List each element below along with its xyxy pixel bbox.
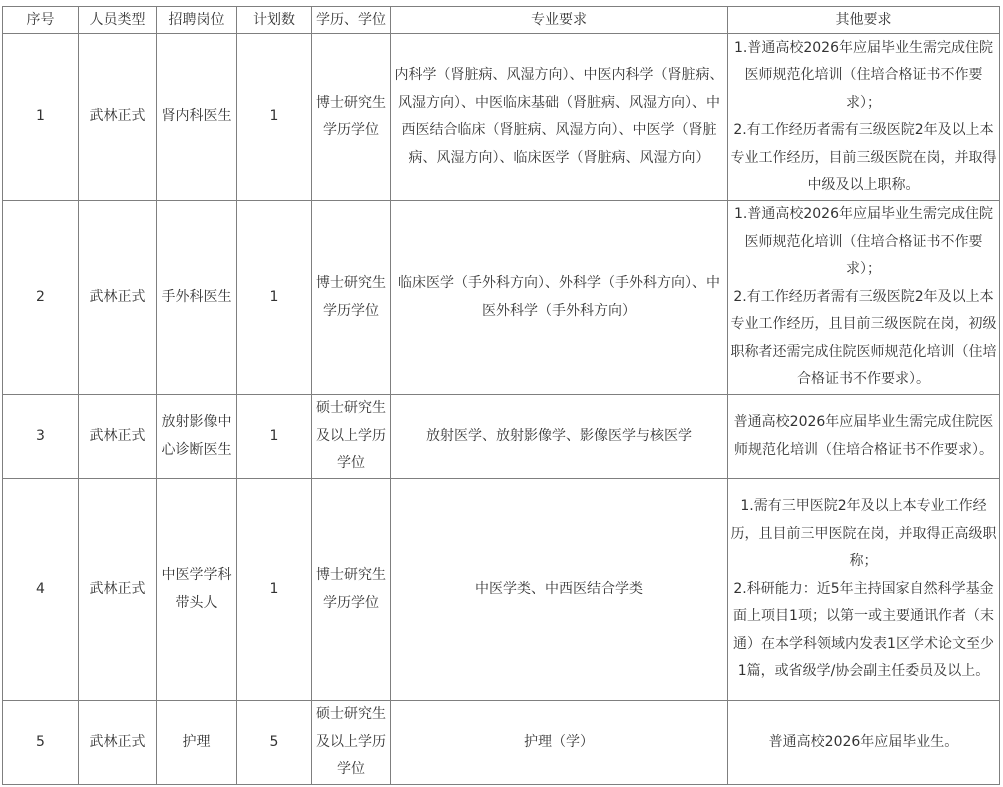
cell-staff-type: 武林正式 bbox=[79, 201, 157, 395]
cell-staff-type: 武林正式 bbox=[79, 701, 157, 785]
cell-major: 放射医学、放射影像学、影像医学与核医学 bbox=[391, 395, 728, 479]
cell-education: 博士研究生学历学位 bbox=[312, 34, 391, 201]
header-row bbox=[3, 7, 1000, 34]
header-other: 其他要求 bbox=[728, 7, 1000, 34]
cell-education: 硕士研究生及以上学历学位 bbox=[312, 395, 391, 479]
table-row bbox=[3, 201, 1000, 395]
header-position: 招聘岗位 bbox=[157, 7, 237, 34]
header-staff-type: 人员类型 bbox=[79, 7, 157, 34]
cell-plan-count: 1 bbox=[237, 479, 312, 701]
cell-staff-type: 武林正式 bbox=[79, 479, 157, 701]
cell-major: 临床医学（手外科方向）、外科学（手外科方向）、中医外科学（手外科方向） bbox=[391, 201, 728, 395]
header-education: 学历、学位 bbox=[312, 7, 391, 34]
cell-position: 放射影像中心诊断医生 bbox=[157, 395, 237, 479]
other-requirement: 1.普通高校2026年应届毕业生需完成住院医师规范化培训（住培合格证书不作要求）； bbox=[734, 39, 993, 111]
cell-plan-count: 5 bbox=[237, 701, 312, 785]
header-index: 序号 bbox=[3, 7, 79, 34]
cell-index: 3 bbox=[3, 395, 79, 479]
other-requirement: 普通高校2026年应届毕业生。 bbox=[768, 733, 959, 750]
other-requirement: 2.科研能力：近5年主持国家自然科学基金面上项目1项；以第一或主要通讯作者（末通）在本学科领域内发表1区学术论文至少1篇，或省级学/协会副主任委员及以上。 bbox=[733, 580, 994, 680]
other-requirement: 普通高校2026年应届毕业生需完成住院医师规范化培训（住培合格证书不作要求）。 bbox=[733, 414, 994, 458]
cell-position: 手外科医生 bbox=[157, 201, 237, 395]
cell-education: 博士研究生学历学位 bbox=[312, 201, 391, 395]
other-requirement: 2.有工作经历者需有三级医院2年及以上本专业工作经历，且目前三级医院在岗，初级职称者还需完成住院医师规范化培训（住培合格证书不作要求）。 bbox=[730, 288, 997, 388]
header-plan-count: 计划数 bbox=[237, 7, 312, 34]
cell-plan-count: 1 bbox=[237, 34, 312, 201]
cell-position: 护理 bbox=[157, 701, 237, 785]
table-row bbox=[3, 395, 1000, 479]
cell-plan-count: 1 bbox=[237, 201, 312, 395]
cell-index: 4 bbox=[3, 479, 79, 701]
cell-plan-count: 1 bbox=[237, 395, 312, 479]
cell-major: 中医学类、中西医结合学类 bbox=[391, 479, 728, 701]
cell-other bbox=[728, 701, 1000, 785]
header-major: 专业要求 bbox=[391, 7, 728, 34]
cell-major: 内科学（肾脏病、风湿方向）、中医内科学（肾脏病、风湿方向）、中医临床基础（肾脏病、风湿方向）、中西医结合临床（肾脏病、风湿方向）、中医学（肾脏病、风湿方向）、临床医学（肾脏病、风湿方向） bbox=[391, 34, 728, 201]
cell-other bbox=[728, 201, 1000, 395]
cell-index: 2 bbox=[3, 201, 79, 395]
other-requirement: 1.普通高校2026年应届毕业生需完成住院医师规范化培训（住培合格证书不作要求）； bbox=[734, 206, 993, 278]
cell-other bbox=[728, 395, 1000, 479]
table-row bbox=[3, 701, 1000, 785]
cell-other bbox=[728, 479, 1000, 701]
cell-education: 硕士研究生及以上学历学位 bbox=[312, 701, 391, 785]
cell-staff-type: 武林正式 bbox=[79, 395, 157, 479]
cell-education: 博士研究生学历学位 bbox=[312, 479, 391, 701]
cell-other bbox=[728, 34, 1000, 201]
cell-position: 中医学学科带头人 bbox=[157, 479, 237, 701]
cell-index: 5 bbox=[3, 701, 79, 785]
other-requirement: 2.有工作经历者需有三级医院2年及以上本专业工作经历，目前三级医院在岗，并取得中级及以上职称。 bbox=[730, 122, 997, 193]
other-requirement: 1.需有三甲医院2年及以上本专业工作经历，且目前三甲医院在岗，并取得正高级职称； bbox=[730, 498, 997, 570]
cell-position: 肾内科医生 bbox=[157, 34, 237, 201]
cell-index: 1 bbox=[3, 34, 79, 201]
table-row bbox=[3, 34, 1000, 201]
cell-staff-type: 武林正式 bbox=[79, 34, 157, 201]
table-row bbox=[3, 479, 1000, 701]
recruitment-table bbox=[2, 6, 1000, 785]
cell-major: 护理（学） bbox=[391, 701, 728, 785]
